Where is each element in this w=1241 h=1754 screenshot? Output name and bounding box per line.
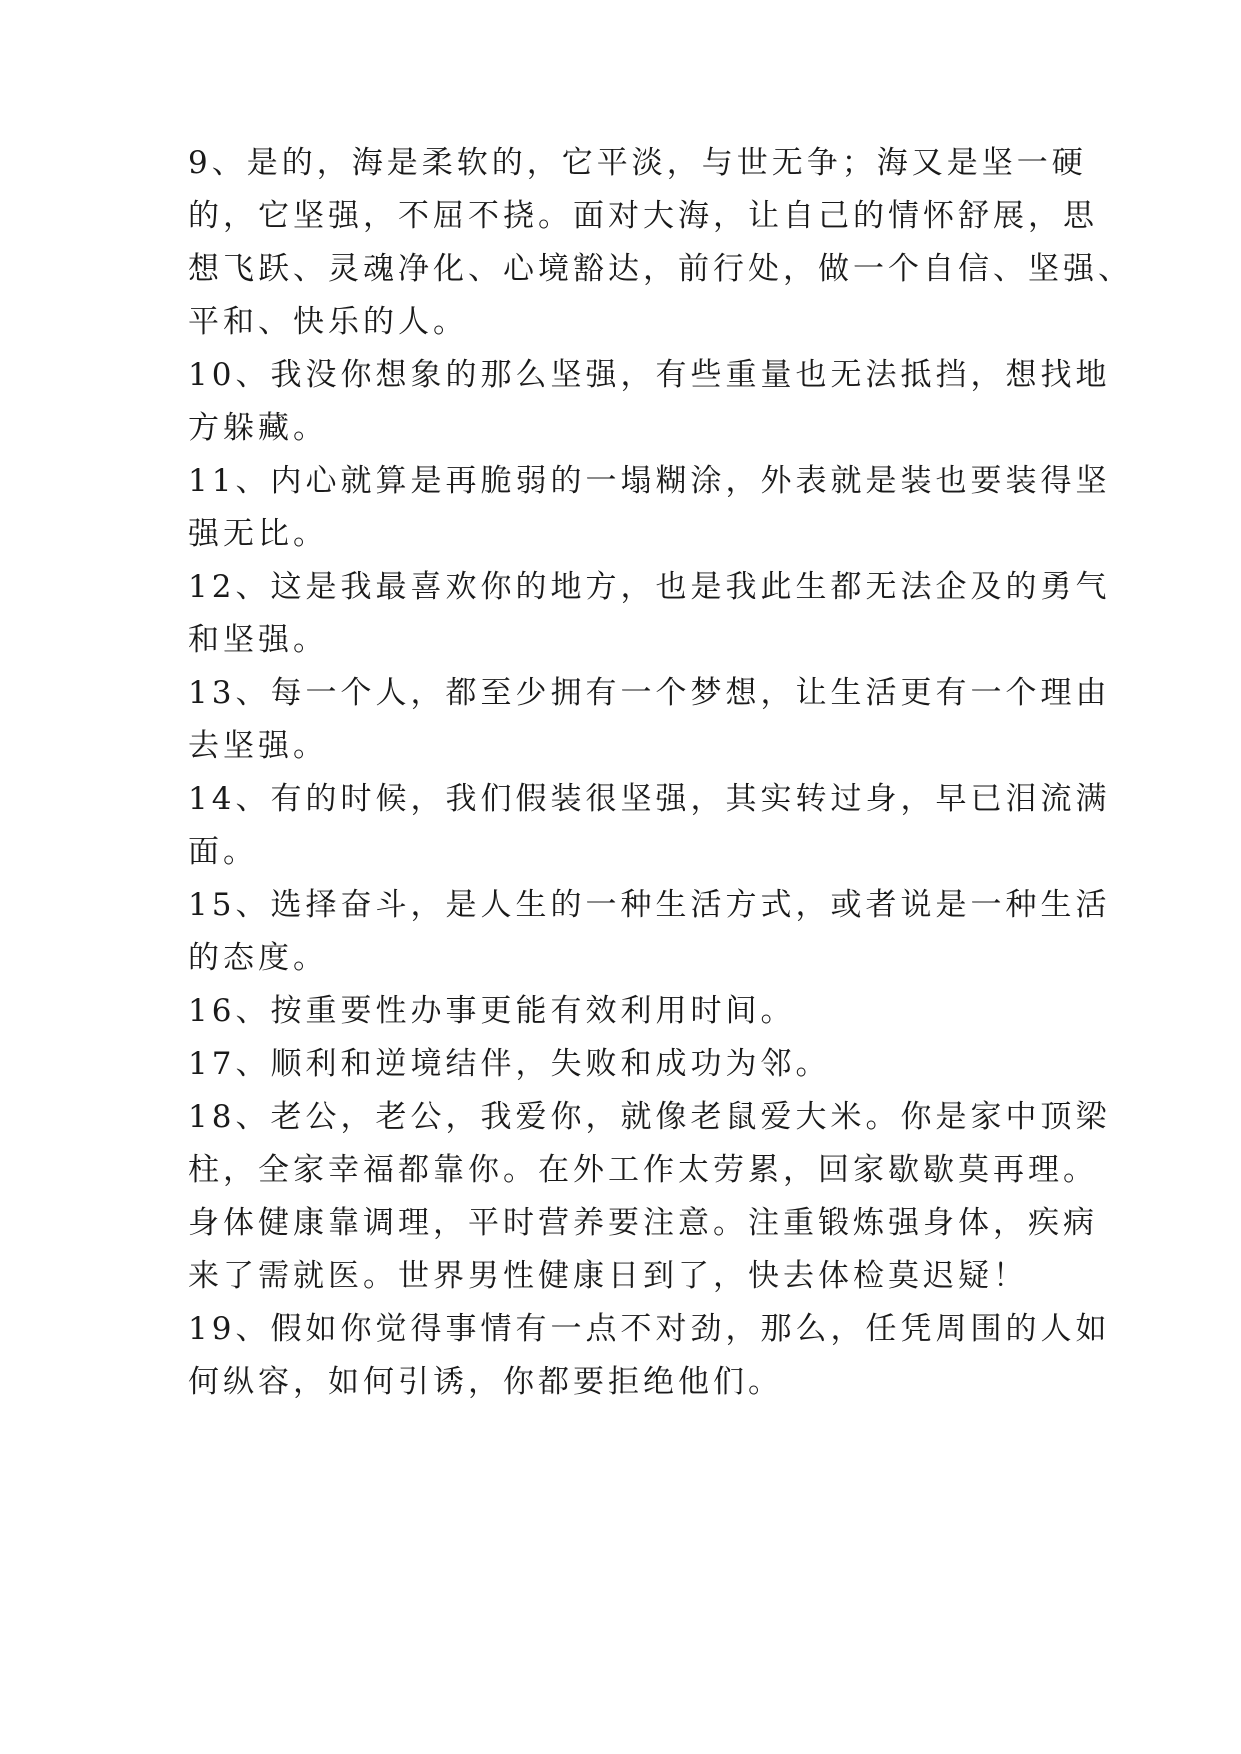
item-9-line-2: 的，它坚强，不屈不挠。面对大海，让自己的情怀舒展，思 bbox=[188, 198, 1098, 234]
item-18-line-3: 身体健康靠调理，平时营养要注意。注重锻炼强身体，疾病 bbox=[188, 1205, 1098, 1241]
item-19-line-1: 19、假如你觉得事情有一点不对劲，那么，任凭周围的人如 bbox=[188, 1311, 1111, 1347]
item-17-line-1: 17、顺利和逆境结伴，失败和成功为邻。 bbox=[188, 1046, 831, 1082]
item-15-line-1: 15、选择奋斗，是人生的一种生活方式，或者说是一种生活 bbox=[188, 887, 1111, 923]
item-16-line-1: 16、按重要性办事更能有效利用时间。 bbox=[188, 993, 796, 1029]
item-18-line-4: 来了需就医。世界男性健康日到了，快去体检莫迟疑！ bbox=[188, 1258, 1028, 1294]
item-14-line-1: 14、有的时候，我们假装很坚强，其实转过身，早已泪流满 bbox=[188, 781, 1111, 817]
item-13-line-2: 去坚强。 bbox=[188, 728, 328, 764]
item-9-line-4: 平和、快乐的人。 bbox=[188, 304, 468, 340]
item-13-line-1: 13、每一个人，都至少拥有一个梦想，让生活更有一个理由 bbox=[188, 675, 1111, 711]
item-10-line-2: 方躲藏。 bbox=[188, 410, 328, 446]
item-18-line-1: 18、老公，老公，我爱你，就像老鼠爱大米。你是家中顶梁 bbox=[188, 1099, 1111, 1135]
item-11-line-2: 强无比。 bbox=[188, 516, 328, 552]
item-12-line-1: 12、这是我最喜欢你的地方，也是我此生都无法企及的勇气 bbox=[188, 569, 1111, 605]
item-12-line-2: 和坚强。 bbox=[188, 622, 328, 658]
item-9-line-1: 9、是的，海是柔软的，它平淡，与世无争；海又是坚一硬 bbox=[188, 145, 1087, 181]
item-19-line-2: 何纵容，如何引诱，你都要拒绝他们。 bbox=[188, 1364, 783, 1400]
item-10-line-1: 10、我没你想象的那么坚强，有些重量也无法抵挡，想找地 bbox=[188, 357, 1111, 393]
item-15-line-2: 的态度。 bbox=[188, 940, 328, 976]
item-9-line-3: 想飞跃、灵魂净化、心境豁达，前行处，做一个自信、坚强、 bbox=[188, 251, 1133, 287]
item-14-line-2: 面。 bbox=[188, 834, 258, 870]
item-18-line-2: 柱，全家幸福都靠你。在外工作太劳累，回家歇歇莫再理。 bbox=[188, 1152, 1098, 1188]
item-11-line-1: 11、内心就算是再脆弱的一塌糊涂，外表就是装也要装得坚 bbox=[188, 463, 1111, 499]
